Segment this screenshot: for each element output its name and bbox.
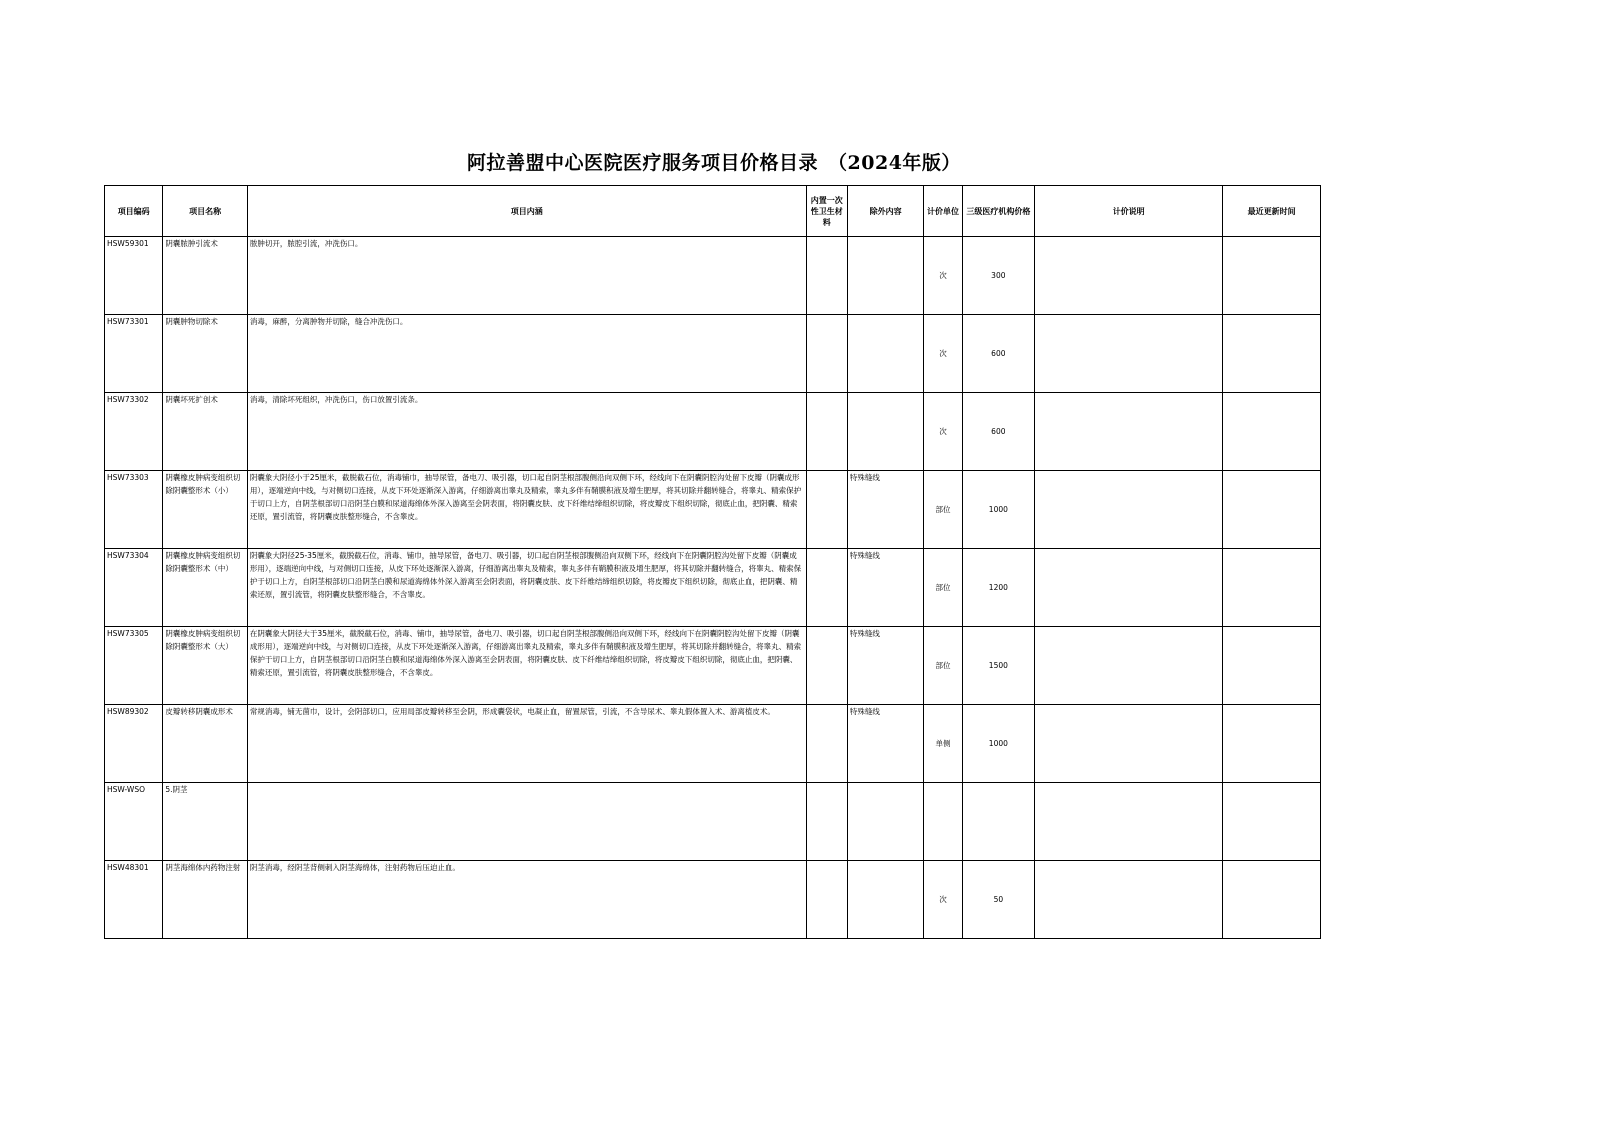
item-materials — [806, 627, 847, 705]
item-content: 阴茎消毒，经阴茎背侧刺入阴茎海绵体，注射药物后压迫止血。 — [249, 863, 460, 872]
item-materials — [806, 705, 847, 783]
item-price: 1500 — [962, 627, 1034, 705]
header-content: 项目内涵 — [247, 186, 806, 237]
table-row — [105, 705, 1321, 783]
item-unit: 部位 — [924, 627, 962, 705]
item-note — [1035, 627, 1223, 705]
item-content: 脓肿切开，脓腔引流，冲洗伤口。 — [249, 239, 363, 248]
item-code: HSW73301 — [105, 315, 163, 393]
item-name: 阴囊橡皮肿病变组织切除阴囊整形术（中） — [165, 551, 241, 573]
table-header-row — [105, 186, 1321, 237]
item-unit — [924, 783, 962, 861]
item-updated — [1223, 237, 1321, 315]
item-materials — [806, 315, 847, 393]
item-updated — [1223, 393, 1321, 471]
item-content: 消毒，清除坏死组织，冲洗伤口，伤口放置引流条。 — [249, 395, 423, 404]
item-content: 在阴囊象大阴径大于35厘米，截脱截石位，消毒、铺巾，抽导尿管，备电刀、吸引器，切口起自阴茎根部腹侧沿向双侧下环，经线向下在阴囊阴腔沟处留下皮瓣（阴囊成形用），逐端逆向中线，与对侧切口连接，从皮下环处逐渐深入游离，仔细游离出睾丸及精索，睾丸多伴有鞘膜积液及增生肥厚，将其切除并翻转缝合，将睾丸、精索保护于切口上方，自阴茎根部切口沿阴茎白膜和尿道海绵体外深入游离至会阴表面，将阴囊皮肤、皮下纤维结缔组织切除，将皮瓣皮下组织切除，彻底止血，把阴囊、精索还原，置引流管，将阴囊皮肤整形缝合，不含睾皮。 — [249, 629, 802, 677]
item-exclusions — [847, 393, 924, 471]
item-materials — [806, 861, 847, 939]
item-price — [962, 783, 1034, 861]
header-price: 三级医疗机构价格 — [962, 186, 1034, 237]
header-exclusions: 除外内容 — [847, 186, 924, 237]
header-code: 项目编码 — [105, 186, 163, 237]
header-note: 计价说明 — [1035, 186, 1223, 237]
item-name: 阴茎海绵体内药物注射 — [165, 863, 241, 872]
item-updated — [1223, 783, 1321, 861]
item-materials — [806, 549, 847, 627]
item-price: 1000 — [962, 471, 1034, 549]
item-unit: 次 — [924, 393, 962, 471]
item-unit: 次 — [924, 237, 962, 315]
page-title: 阿拉善盟中心医院医疗服务项目价格目录 （2024年版） — [467, 152, 961, 174]
item-materials — [806, 237, 847, 315]
item-updated — [1223, 315, 1321, 393]
item-updated — [1223, 861, 1321, 939]
item-materials — [806, 393, 847, 471]
item-note — [1035, 861, 1223, 939]
item-price: 300 — [962, 237, 1034, 315]
item-unit: 部位 — [924, 471, 962, 549]
table-row — [105, 393, 1321, 471]
item-note — [1035, 393, 1223, 471]
table-row — [105, 783, 1321, 861]
item-code: HSW48301 — [105, 861, 163, 939]
item-name: 阴囊肿物切除术 — [165, 317, 218, 326]
item-price: 1000 — [962, 705, 1034, 783]
item-exclusions: 特殊缝线 — [847, 627, 924, 705]
item-note — [1035, 237, 1223, 315]
item-code: HSW59301 — [105, 237, 163, 315]
item-unit: 次 — [924, 315, 962, 393]
item-price: 1200 — [962, 549, 1034, 627]
item-price: 600 — [962, 315, 1034, 393]
item-name: 皮瓣转移阴囊成形术 — [165, 707, 233, 716]
item-updated — [1223, 471, 1321, 549]
item-materials — [806, 783, 847, 861]
header-unit: 计价单位 — [924, 186, 962, 237]
item-exclusions — [847, 237, 924, 315]
item-exclusions: 特殊缝线 — [847, 471, 924, 549]
item-exclusions: 特殊缝线 — [847, 705, 924, 783]
item-exclusions — [847, 783, 924, 861]
table-row — [105, 549, 1321, 627]
item-note — [1035, 471, 1223, 549]
item-content: 消毒，麻醉，分离肿物并切除，缝合冲洗伤口。 — [249, 317, 408, 326]
item-unit: 次 — [924, 861, 962, 939]
item-note — [1035, 549, 1223, 627]
item-note — [1035, 705, 1223, 783]
item-note — [1035, 783, 1223, 861]
item-materials — [806, 471, 847, 549]
table-row — [105, 315, 1321, 393]
item-code: HSW73302 — [105, 393, 163, 471]
item-exclusions — [847, 861, 924, 939]
header-name: 项目名称 — [163, 186, 248, 237]
price-table — [104, 185, 1321, 939]
table-row — [105, 627, 1321, 705]
item-updated — [1223, 549, 1321, 627]
item-name: 5.阴茎 — [165, 785, 188, 794]
item-exclusions: 特殊缝线 — [847, 549, 924, 627]
item-updated — [1223, 627, 1321, 705]
item-code: HSW-WSO — [105, 783, 163, 861]
item-price: 600 — [962, 393, 1034, 471]
item-code: HSW73305 — [105, 627, 163, 705]
item-code: HSW73303 — [105, 471, 163, 549]
item-name: 阴囊坏死扩创术 — [165, 395, 218, 404]
item-price: 50 — [962, 861, 1034, 939]
item-unit: 单侧 — [924, 705, 962, 783]
item-updated — [1223, 705, 1321, 783]
item-code: HSW73304 — [105, 549, 163, 627]
item-name: 阴囊橡皮肿病变组织切除阴囊整形术（大） — [165, 629, 241, 651]
table-row — [105, 237, 1321, 315]
item-content: 阴囊象大阴径小于25厘米，截脱截石位，消毒铺巾，抽导尿管，备电刀、吸引器，切口起自阴茎根部腹侧沿向双侧下环，经线向下在阴囊阴腔沟处留下皮瓣（阴囊成形用），逐端逆向中线，与对侧切口连接，从皮下环处逐渐深入游离，仔细游离出睾丸及精索，睾丸多伴有鞘膜积液及增生肥厚，将其切除并翻转缝合，将睾丸、精索保护于切口上方，自阴茎根部切口沿阴茎白膜和尿道海绵体外深入游离至会阴表面，将阴囊皮肤、皮下纤维结缔组织切除，将皮瓣皮下组织切除，彻底止血，把阴囊、精索还原，置引流管，将阴囊皮肤整形缝合，不含睾皮。 — [249, 473, 802, 521]
item-unit: 部位 — [924, 549, 962, 627]
table-row — [105, 471, 1321, 549]
item-content: 阴囊象大阴径25-35厘米，截脱截石位，消毒、铺巾，抽导尿管，备电刀、吸引器，切口起自阴茎根部腹侧沿向双侧下环，经线向下在阴囊阴腔沟处留下皮瓣（阴囊成形用），逐端逆向中线，与对侧切口连接，从皮下环处逐渐深入游离，仔细游离出睾丸及精索，睾丸多伴有鞘膜积液及增生肥厚，将其切除并翻转缝合，将睾丸、精索保护于切口上方，自阴茎根部切口沿阴茎白膜和尿道海绵体外深入游离至会阴表面，将阴囊皮肤、皮下纤维结缔组织切除，将皮瓣皮下组织切除，彻底止血，把阴囊、精索还原，置引流管，将阴囊皮肤整形缝合，不含睾皮。 — [249, 551, 802, 599]
header-updated: 最近更新时间 — [1223, 186, 1321, 237]
item-name: 阴囊橡皮肿病变组织切除阴囊整形术（小） — [165, 473, 241, 495]
table-row — [105, 861, 1321, 939]
item-content: 常规消毒，铺无菌巾，设计，会阴部切口，应用局部皮瓣转移至会阴，形成囊袋状，电凝止血，留置尿管，引流，不含导尿术、睾丸假体置入术、游离植皮术。 — [249, 707, 775, 716]
header-materials: 内置一次性卫生材料 — [806, 186, 847, 237]
item-note — [1035, 315, 1223, 393]
item-name: 阴囊脓肿引流术 — [165, 239, 218, 248]
item-exclusions — [847, 315, 924, 393]
item-code: HSW89302 — [105, 705, 163, 783]
